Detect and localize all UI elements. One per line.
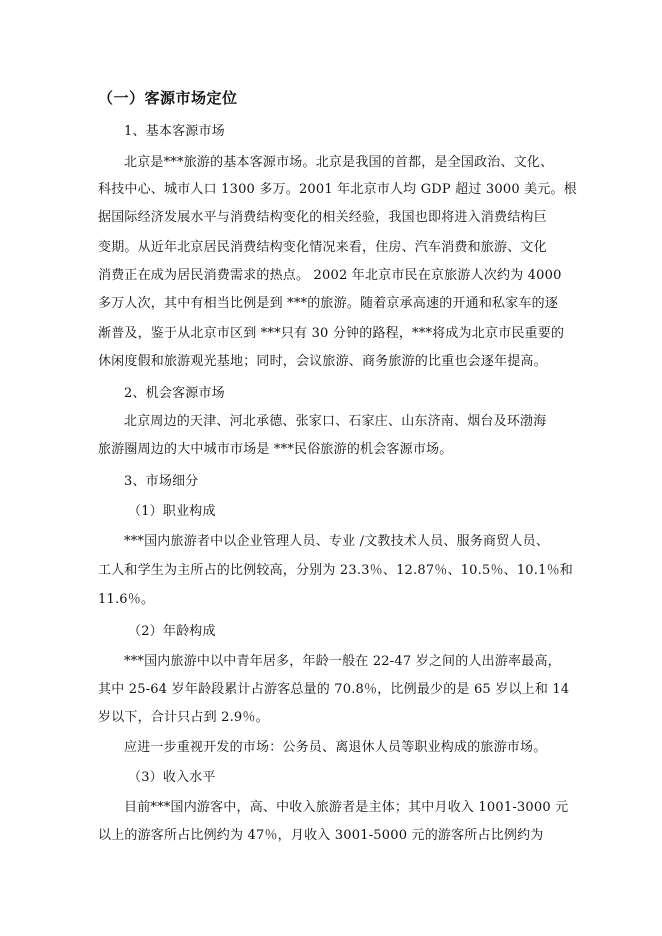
paragraph-line: 旅游圈周边的大中城市市场是 ***民俗旅游的机会客源市场。 (98, 442, 453, 457)
sub-subsection-title: （1）职业构成 (128, 504, 216, 519)
sub-subsection-title: （2）年龄构成 (128, 624, 216, 639)
paragraph-line: 应进一步重视开发的市场：公务员、离退休人员等职业构成的旅游市场。 (124, 740, 547, 755)
subsection-title: 2、机会客源市场 (124, 386, 225, 401)
paragraph-line: 据国际经济发展水平与消费结构变化的相关经验，我国也即将进入消费结构巨 (98, 210, 547, 225)
paragraph-line: 多万人次，其中有相当比例是到 ***的旅游。随着京承高速的开通和私家车的逐 (98, 296, 559, 311)
paragraph-line: 渐普及，鉴于从北京市区到 ***只有 30 分钟的路程，***将成为北京市民重要的 (98, 326, 565, 341)
paragraph-line: 岁以下，合计只占到 2.9％。 (98, 710, 269, 725)
section-heading: （一）客源市场定位 (98, 89, 238, 107)
paragraph-line: 工人和学生为主所占的比例较高，分别为 23.3％、12.87％、10.5％、10.1％和 (98, 563, 573, 578)
paragraph-line: 消费正在成为居民消费需求的热点。 2002 年北京市民在京旅游人次约为 4000 (98, 268, 562, 283)
paragraph-line: ***国内旅游者中以企业管理人员、专业 /文教技术人员、服务商贸人员、 (124, 534, 550, 549)
paragraph-line: ***国内旅游中以中青年居多，年龄一般在 22-47 岁之间的人出游率最高， (124, 654, 561, 669)
paragraph-line: 目前***国内游客中，高、中收入旅游者是主体；其中月收入 1001-3000 元 (124, 800, 569, 815)
paragraph-line: 北京是***旅游的基本客源市场。北京是我国的首都，是全国政治、文化、 (124, 155, 554, 170)
subsection-title: 3、市场细分 (124, 474, 199, 489)
paragraph-line: 北京周边的天津、河北承德、张家口、石家庄、山东济南、烟台及环渤海 (124, 414, 547, 429)
subsection-title: 1、基本客源市场 (124, 124, 225, 139)
paragraph-line: 其中 25-64 岁年龄段累计占游客总量的 70.8％，比例最少的是 65 岁以上和 14 (98, 682, 570, 697)
paragraph-line: 科技中心、城市人口 1300 多万。2001 年北京市人均 GDP 超过 3000 美元。根 (98, 182, 577, 197)
sub-subsection-title: （3）收入水平 (128, 770, 216, 785)
paragraph-line: 以上的游客所占比例约为 47％，月收入 3001-5000 元的游客所占比例约为 (98, 828, 544, 843)
paragraph-line: 11.6％。 (98, 592, 155, 607)
paragraph-line: 变期。从近年北京居民消费结构变化情况来看，住房、汽车消费和旅游、文化 (98, 240, 547, 255)
paragraph-line: 休闲度假和旅游观光基地；同时，会议旅游、商务旅游的比重也会逐年提高。 (98, 354, 547, 369)
